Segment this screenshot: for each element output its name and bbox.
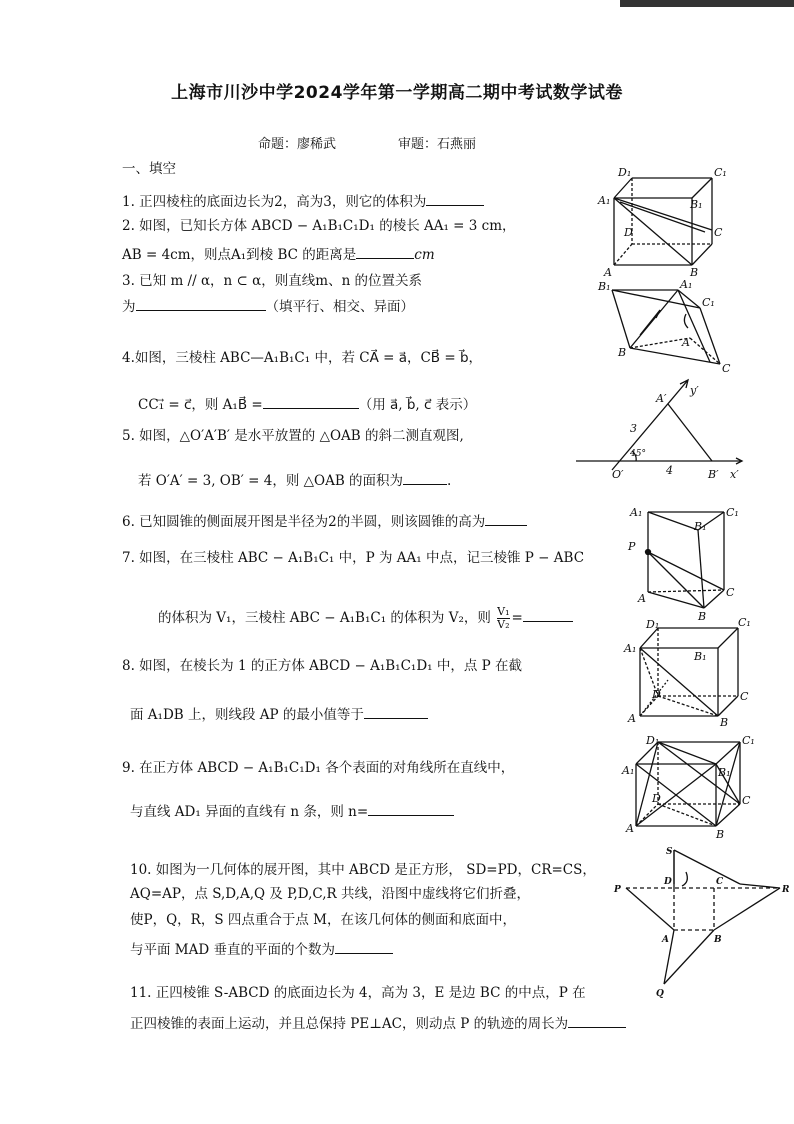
fig2-label-A: A: [682, 336, 690, 349]
fig7-label-D: D: [664, 877, 672, 887]
fig6-label-B1: B₁: [718, 766, 731, 779]
fig6-label-C: C: [742, 794, 751, 807]
fig7-label-P: P: [614, 885, 621, 895]
exam-title: 上海市川沙中学2024学年第一学期高二期中考试数学试卷: [171, 83, 623, 103]
question-7-text: 的体积为 V₁，三棱柱 ABC − A₁B₁C₁ 的体积为 V₂，则: [158, 610, 491, 626]
author-credit: 命题：廖稀武: [258, 137, 337, 152]
fig7-label-R: R: [782, 885, 790, 895]
fig1-label-B1: B₁: [690, 198, 703, 211]
question-8-line-1: 8. 如图，在棱长为 1 的正方体 ABCD − A₁B₁C₁D₁ 中，点 P 在截: [122, 658, 523, 674]
question-5-line-1: 5. 如图，△O′A′B′ 是水平放置的 △OAB 的斜二测直观图,: [122, 428, 464, 444]
question-9-text: 与直线 AD₁ 异面的直线有 n 条，则 n=: [130, 804, 369, 820]
fig1-label-D1: D₁: [618, 166, 632, 179]
question-11-text: 正四棱锥的表面上运动，并且总保持 PE⊥AC，则动点 P 的轨迹的周长为: [130, 1016, 569, 1032]
question-2-text: AB = 4cm，则点A₁到棱 BC 的距离是: [122, 247, 357, 263]
fig2-label-C: C: [722, 362, 731, 375]
fig1-label-B: B: [690, 266, 699, 279]
fig7-label-C: C: [716, 877, 724, 887]
question-3-line-1: 3. 已知 m // α，n ⊂ α，则直线m、n 的位置关系: [122, 273, 423, 289]
fig3-label-x: x′: [730, 468, 739, 481]
fig4-label-C: C: [726, 586, 735, 599]
fig6-label-C1: C₁: [742, 734, 755, 747]
question-4-hint: （用 a⃗, b⃗, c⃗ 表示）: [358, 397, 477, 413]
fig4-label-A: A: [638, 592, 646, 605]
question-9-line-1: 9. 在正方体 ABCD − A₁B₁C₁D₁ 各个表面的对角线所在直线中，: [122, 760, 515, 776]
fig3-label-three: 3: [630, 422, 637, 435]
fig5-label-A1: A₁: [624, 642, 637, 655]
fig5-label-C1: C₁: [738, 616, 751, 629]
question-1-text: 1. 正四棱柱的底面边长为2，高为3，则它的体积为: [122, 194, 427, 210]
fig5-label-A: A: [628, 712, 636, 725]
fig2-label-C1: C₁: [702, 296, 715, 309]
fig4-label-B: B: [698, 610, 707, 623]
fig3-label-four: 4: [666, 464, 673, 477]
fig7-label-S: S: [666, 847, 673, 857]
question-10-text: 与平面 MAD 垂直的平面的个数为: [130, 942, 335, 958]
fig7-label-Q: Q: [656, 989, 664, 999]
fig3-label-A: A′: [656, 392, 667, 405]
fig1-label-A: A: [604, 266, 612, 279]
question-8-text: 面 A₁DB 上，则线段 AP 的最小值等于: [130, 707, 364, 723]
fig3-label-B: B′: [708, 468, 719, 481]
fig6-label-D: D: [652, 792, 661, 805]
fig5-label-D: D: [652, 688, 661, 701]
fig2-label-B: B: [618, 346, 627, 359]
fig1-label-C: C: [714, 226, 723, 239]
fig5-label-B: B: [720, 716, 729, 729]
fig6-label-A: A: [626, 822, 634, 835]
question-2-unit: cm: [414, 247, 435, 263]
question-4-text: CC₁⃗ = c⃗，则 A₁B⃗ =: [138, 397, 263, 413]
question-7-equals: =: [511, 610, 523, 626]
question-3-hint: （填平行、相交、异面）: [265, 299, 414, 315]
figure-cuboid-q2: [614, 178, 712, 265]
question-7-line-1: 7. 如图，在三棱柱 ABC − A₁B₁C₁ 中，P 为 AA₁ 中点，记三棱锥 P − ABC: [122, 550, 585, 566]
figure-cube-q8: [640, 628, 738, 716]
question-10-line-3: 使P，Q，R，S 四点重合于点 M，在该几何体的侧面和底面中，: [130, 912, 516, 928]
question-3-text: 为: [122, 299, 136, 315]
fig1-label-C1: C₁: [714, 166, 727, 179]
fig5-label-B1: B₁: [694, 650, 707, 663]
question-4-line-1: 4.如图，三棱柱 ABC—A₁B₁C₁ 中，若 CA⃗ = a⃗，CB⃗ = b⃗，: [122, 350, 483, 366]
fig2-label-A1: A₁: [680, 278, 693, 291]
fig3-label-O: O′: [612, 468, 624, 481]
figure-prism-q7: [646, 512, 725, 608]
question-10-line-1: 10. 如图为一几何体的展开图，其中 ABCD 是正方形， SD=PD，CR=CS，: [130, 862, 596, 878]
question-2-line-1: 2. 如图，已知长方体 ABCD − A₁B₁C₁D₁ 的棱长 AA₁ = 3 cm，: [122, 218, 516, 234]
fig5-label-C: C: [740, 690, 749, 703]
figure-cube-q9: [636, 742, 740, 826]
section-heading: 一、填空: [122, 161, 176, 177]
fig6-label-D1: D₁: [646, 734, 660, 747]
fig4-label-C1: C₁: [726, 506, 739, 519]
fig4-label-P: P: [628, 540, 636, 553]
fig7-label-B: B: [714, 935, 722, 945]
figure-net-q10: [626, 850, 780, 984]
reviewer-credit: 审题：石燕丽: [398, 137, 477, 152]
question-6-text: 6. 已知圆锥的侧面展开图是半径为2的半圆，则该圆锥的高为: [122, 514, 486, 530]
fig1-label-D: D: [624, 226, 633, 239]
fig3-label-y: y′: [690, 384, 699, 397]
fig1-label-A1: A₁: [598, 194, 611, 207]
fraction-denominator: V₂: [497, 618, 510, 631]
question-5-text: 若 O′A′ = 3, OB′ = 4，则 △OAB 的面积为: [138, 473, 404, 489]
fig2-label-B1: B₁: [598, 280, 611, 293]
fig3-label-angle: 45°: [630, 449, 646, 459]
question-5-line-2: 若 O′A′ = 3, OB′ = 4，则 △OAB 的面积为 .: [138, 473, 452, 489]
fig7-label-A: A: [662, 935, 669, 945]
fig4-label-A1: A₁: [630, 506, 643, 519]
fig4-label-B1: B₁: [694, 520, 707, 533]
fig5-label-D1: D₁: [646, 618, 660, 631]
fig6-label-B: B: [716, 828, 725, 841]
question-10-line-2: AQ=AP，点 S,D,A,Q 及 P,D,C,R 共线，沿图中虚线将它们折叠，: [130, 886, 531, 902]
fraction-numerator: V₁: [497, 605, 510, 618]
fig6-label-A1: A₁: [622, 764, 635, 777]
question-11-line-1: 11. 正四棱锥 S-ABCD 的底面边长为 4，高为 3，E 是边 BC 的中点，P 在: [130, 985, 586, 1001]
